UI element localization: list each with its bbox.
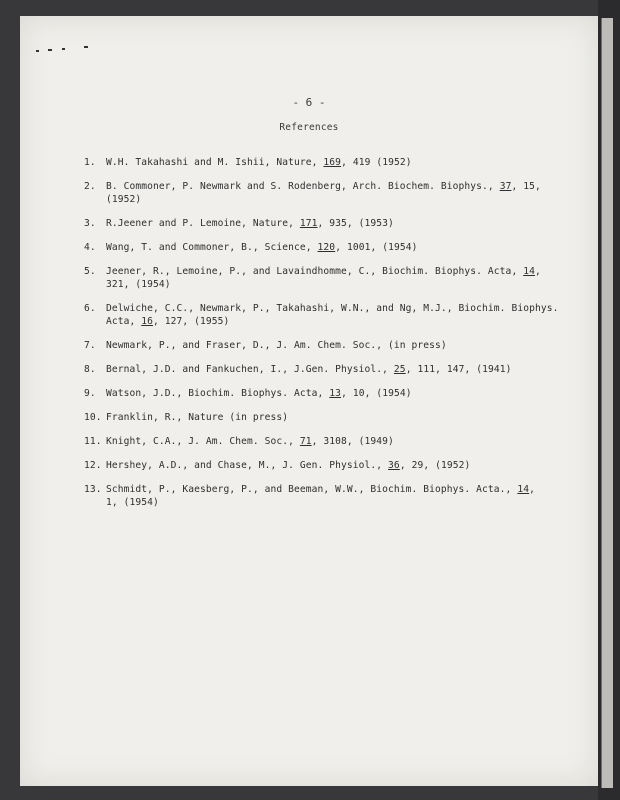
reference-item — [84, 459, 564, 472]
reference-item — [84, 435, 564, 448]
reference-item — [84, 302, 564, 328]
reference-text-segment: Jeener, R., Lemoine, P., and Lavaindhomme, C., Biochim. Biophys. Acta, — [106, 266, 524, 277]
document-page — [20, 16, 598, 786]
volume-number: 171 — [299, 218, 318, 229]
ink-specks — [36, 46, 106, 56]
reference-text-segment: , 111, 147, (1941) — [405, 364, 512, 375]
volume-number: 25 — [393, 364, 406, 375]
reference-item — [84, 180, 564, 206]
reference-number: 5. — [84, 266, 96, 277]
reference-item — [84, 241, 564, 254]
reference-item — [84, 483, 564, 509]
reference-text — [106, 459, 564, 472]
reference-text-segment: , 29, (1952) — [399, 460, 471, 471]
volume-number: 120 — [317, 242, 336, 253]
reference-text-segment: Bernal, J.D. and Fankuchen, I., J.Gen. Physiol., — [106, 364, 394, 375]
references-heading: References — [279, 122, 339, 133]
reference-item — [84, 265, 564, 291]
reference-text-segment: W.H. Takahashi and M. Ishii, Nature, — [106, 157, 324, 168]
reference-number: 12. — [84, 460, 102, 471]
reference-text-segment: , 10, (1954) — [341, 388, 412, 399]
reference-text-segment: Knight, C.A., J. Am. Chem. Soc., — [106, 436, 300, 447]
reference-number: 1. — [84, 157, 96, 168]
reference-text-segment: , 321, (1954) — [106, 266, 541, 290]
reference-item — [84, 387, 564, 400]
reference-text-segment: , 1, (1954) — [106, 484, 535, 508]
volume-number: 16 — [141, 316, 154, 327]
reference-text — [106, 265, 564, 291]
reference-text-segment: , 15, (1952) — [106, 181, 541, 205]
reference-item — [84, 339, 564, 352]
reference-item — [84, 217, 564, 230]
volume-number: 71 — [299, 436, 312, 447]
reference-text — [106, 241, 564, 254]
reference-text-segment: Franklin, R., Nature (in press) — [106, 412, 289, 423]
reference-number: 7. — [84, 340, 96, 351]
reference-number: 10. — [84, 412, 102, 423]
reference-item — [84, 156, 564, 169]
reference-text-segment: Delwiche, C.C., Newmark, P., Takahashi, W.N., and Ng, M.J., Biochim. Biophys. Acta, — [106, 303, 559, 327]
page-number: - 6 - — [292, 96, 326, 109]
reference-text-segment: , 1001, (1954) — [335, 242, 418, 253]
reference-text-segment: R.Jeener and P. Lemoine, Nature, — [106, 218, 300, 229]
reference-text-segment: Schmidt, P., Kaesberg, P., and Beeman, W.W., Biochim. Biophys. Acta., — [106, 484, 518, 495]
reference-number: 2. — [84, 181, 96, 192]
reference-list — [84, 156, 564, 520]
reference-number: 9. — [84, 388, 96, 399]
volume-number: 13 — [329, 388, 342, 399]
reference-text — [106, 302, 564, 328]
reference-text-segment: Newmark, P., and Fraser, D., J. Am. Chem. Soc., (in press) — [106, 340, 447, 351]
volume-number: 14 — [517, 484, 530, 495]
reference-item — [84, 411, 564, 424]
reference-text-segment: Hershey, A.D., and Chase, M., J. Gen. Physiol., — [106, 460, 389, 471]
volume-number: 37 — [499, 181, 512, 192]
reference-number: 8. — [84, 364, 96, 375]
page-edge-shadow — [601, 18, 613, 788]
reference-text-segment: , 127, (1955) — [153, 316, 230, 327]
reference-text-segment: Wang, T. and Commoner, B., Science, — [106, 242, 318, 253]
reference-item — [84, 363, 564, 376]
reference-text — [106, 483, 564, 509]
reference-text-segment: , 3108, (1949) — [311, 436, 394, 447]
reference-text-segment: B. Commoner, P. Newmark and S. Rodenberg, Arch. Biochem. Biophys., — [106, 181, 500, 192]
reference-number: 3. — [84, 218, 96, 229]
reference-text — [106, 411, 564, 424]
reference-number: 4. — [84, 242, 96, 253]
reference-text — [106, 387, 564, 400]
volume-number: 169 — [323, 157, 342, 168]
reference-number: 6. — [84, 303, 96, 314]
reference-text-segment: , 935, (1953) — [317, 218, 394, 229]
reference-text — [106, 156, 564, 169]
reference-number: 13. — [84, 484, 102, 495]
reference-text — [106, 339, 564, 352]
reference-text — [106, 435, 564, 448]
reference-text-segment: Watson, J.D., Biochim. Biophys. Acta, — [106, 388, 330, 399]
reference-text — [106, 363, 564, 376]
reference-text — [106, 180, 564, 206]
volume-number: 14 — [523, 266, 535, 277]
reference-text — [106, 217, 564, 230]
reference-number: 11. — [84, 436, 102, 447]
volume-number: 36 — [388, 460, 400, 471]
reference-text-segment: , 419 (1952) — [341, 157, 412, 168]
